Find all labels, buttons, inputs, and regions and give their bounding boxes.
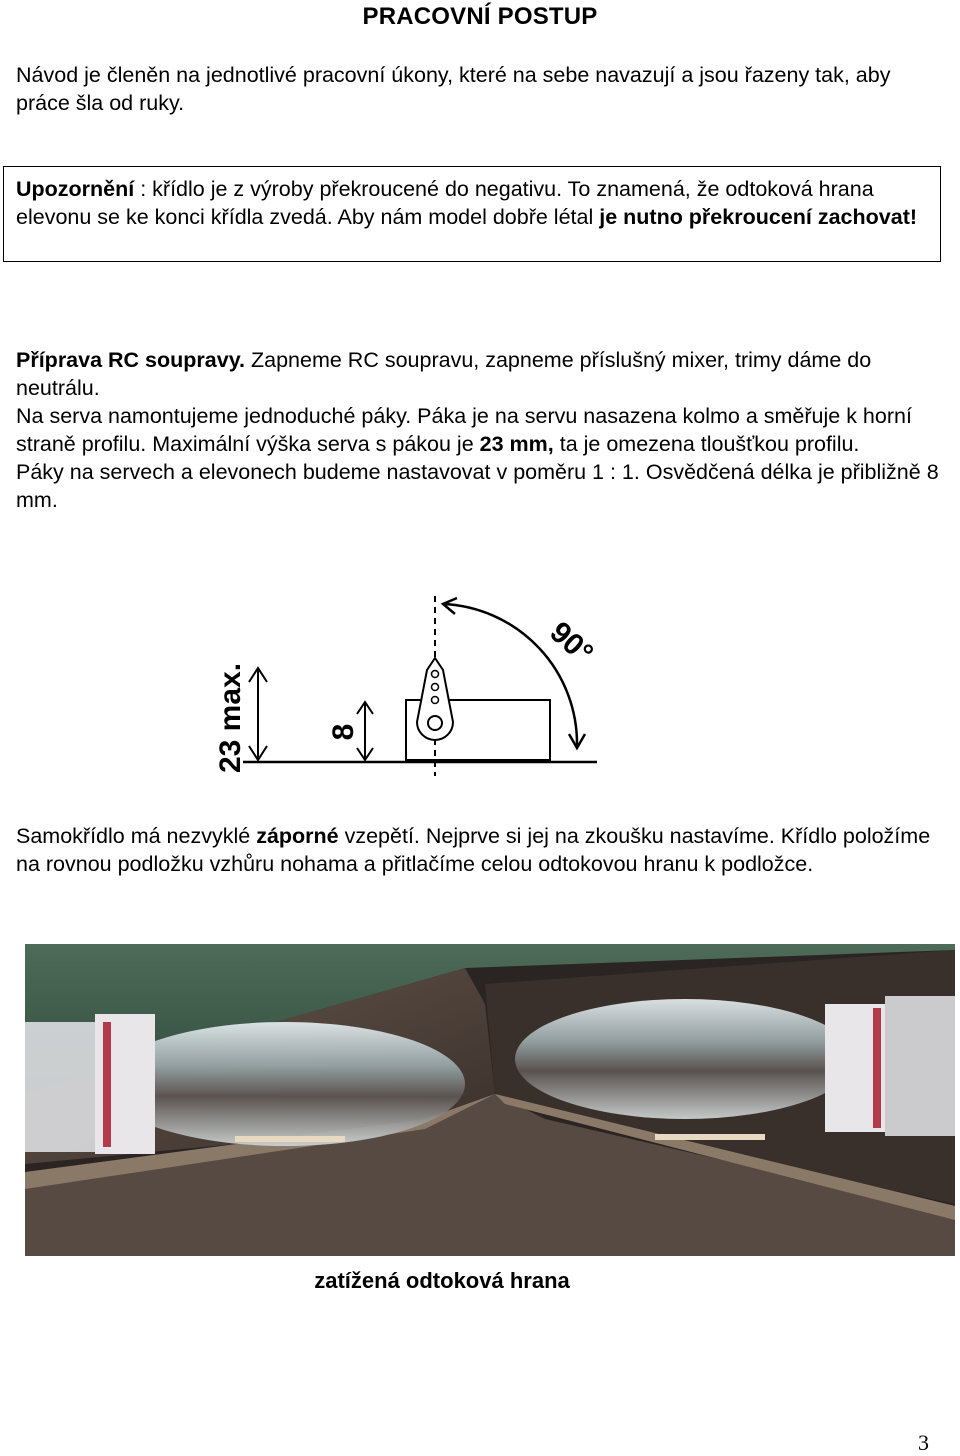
prep-paragraph-2: Na serva namontujeme jednoduché páky. Páka je na servu nasazena kolmo a směřuje k horní straně profilu. Maximální výška serva s pákou je 23 mm, ta je omezena tloušťkou profilu.: [16, 404, 912, 456]
servo-shaft: [428, 716, 442, 730]
prep-paragraph-3: Páky na servech a elevonech budeme nastavovat v poměru 1 : 1. Osvědčená délka je přibližně 8 mm.: [16, 460, 939, 512]
rc-preparation-section: [16, 346, 946, 514]
warning-label: Upozornění: [16, 177, 135, 201]
prep-heading: Příprava RC soupravy.: [16, 348, 246, 372]
wing-weighted-photo: [25, 944, 955, 1256]
reflex-paragraph: Samokřídlo má nezvyklé záporné vzepětí. Nejprve si jej na zkoušku nastavíme. Křídlo položíme na rovnou podložku vzhůru nohama a přitlačíme celou odtokovou hranu k podložce.: [16, 824, 931, 876]
page-number: 3: [918, 1430, 929, 1455]
warning-text: Upozornění : křídlo je z výroby překroucené do negativu. To znamená, že odtoková hrana elevonu se ke konci křídla zvedá. Aby nám model dobře létal je nutno překroucení zachovat!: [16, 177, 918, 229]
arm-length-label: 8: [327, 723, 360, 741]
photo-caption: zatížená odtoková hrana: [314, 1268, 570, 1293]
page-title: PRACOVNÍ POSTUP: [362, 3, 598, 30]
intro-paragraph: Návod je členěn na jednotlivé pracovní úkony, které na sebe navazují a jsou řazeny tak, aby práce šla od ruky.: [16, 63, 891, 115]
warning-emphasis: je nutno překroucení zachovat!: [599, 205, 918, 229]
reflex-emphasis: záporné: [256, 824, 339, 848]
servo-arm-diagram: [205, 590, 615, 780]
max-height-label: 23 max.: [214, 662, 247, 774]
angle-label: 90°: [543, 615, 600, 671]
prep-paragraph-1: Příprava RC soupravy. Zapneme RC soupravu, zapneme příslušný mixer, trimy dáme do neutrálu.: [16, 348, 872, 400]
servo-height-value: 23 mm,: [479, 432, 554, 456]
